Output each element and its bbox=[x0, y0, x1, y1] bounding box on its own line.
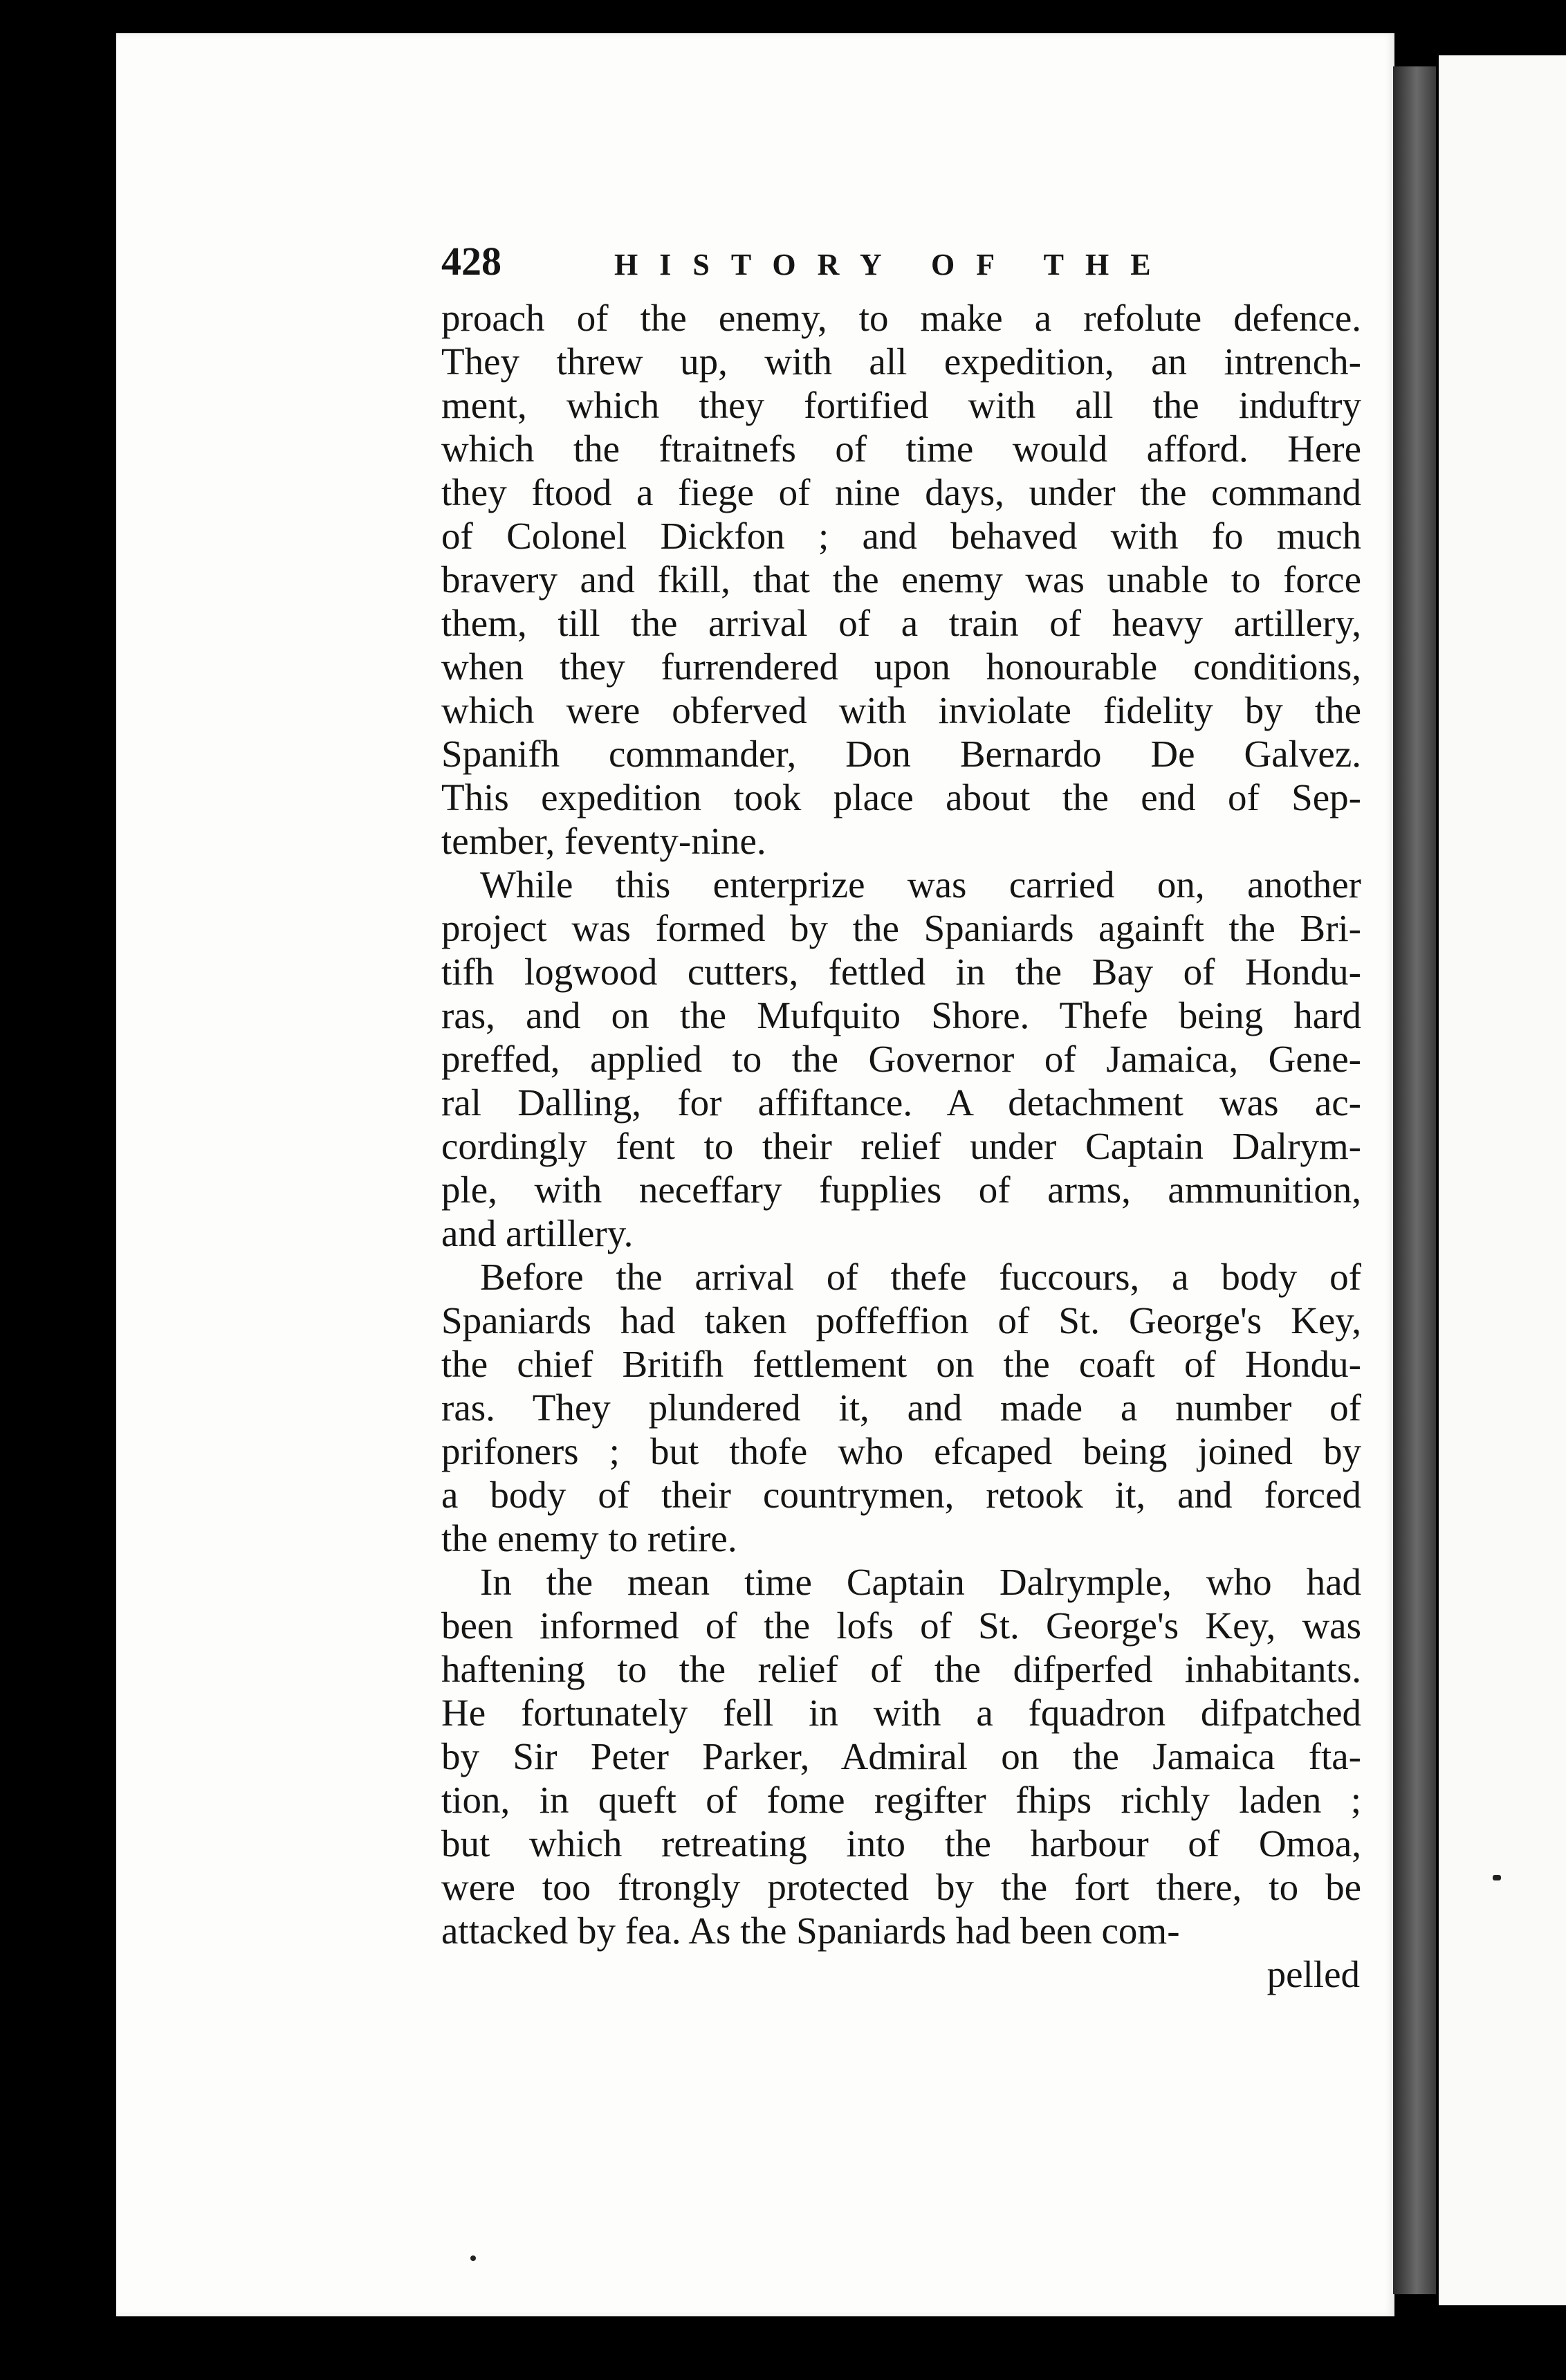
text-line: While this enterprize was carried on, another bbox=[480, 863, 1361, 906]
text-line: tember, feventy-nine. bbox=[441, 820, 766, 862]
text-line: them, till the arrival of a train of heavy artillery, bbox=[441, 602, 1361, 644]
facing-page-edge bbox=[1439, 55, 1566, 2305]
text-line: but which retreating into the harbour of Omoa, bbox=[441, 1822, 1361, 1865]
text-line: tion, in queft of fome regifter fhips richly laden ; bbox=[441, 1779, 1361, 1821]
page-number: 428 bbox=[441, 239, 501, 284]
body-text bbox=[441, 296, 1361, 1952]
text-line: This expedition took place about the end of Sep- bbox=[441, 776, 1361, 818]
text-line: attacked by fea. As the Spaniards had been com- bbox=[441, 1910, 1180, 1952]
text-line: prifoners ; but thofe who efcaped being joined by bbox=[441, 1430, 1361, 1472]
running-title: HISTORY OF THE bbox=[614, 248, 1172, 282]
text-line: and artillery. bbox=[441, 1212, 634, 1254]
paragraph bbox=[441, 296, 1361, 863]
text-line: haftening to the relief of the difperfed inhabitants. bbox=[441, 1648, 1361, 1690]
text-line: Spaniards had taken poffeffion of St. George's Key, bbox=[441, 1299, 1361, 1342]
text-line: of Colonel Dickfon ; and behaved with fo much bbox=[441, 515, 1361, 557]
text-line: were too ftrongly protected by the fort there, to be bbox=[441, 1866, 1361, 1908]
text-line: They threw up, with all expedition, an intrench- bbox=[441, 340, 1361, 383]
text-line: Spanifh commander, Don Bernardo De Galvez. bbox=[441, 733, 1361, 775]
text-line: which the ftraitnefs of time would afford. Here bbox=[441, 428, 1361, 470]
text-line: ple, with neceffary fupplies of arms, ammunition, bbox=[441, 1169, 1361, 1211]
text-line: Before the arrival of thefe fuccours, a body of bbox=[480, 1256, 1361, 1298]
text-line: cordingly fent to their relief under Captain Dalrym- bbox=[441, 1125, 1361, 1167]
text-line: proach of the enemy, to make a refolute defence. bbox=[441, 297, 1361, 339]
text-line: tifh logwood cutters, fettled in the Bay of Hondu- bbox=[441, 951, 1361, 993]
text-line: ras, and on the Mufquito Shore. Thefe being hard bbox=[441, 994, 1361, 1036]
text-line: preffed, applied to the Governor of Jamaica, Gene- bbox=[441, 1038, 1361, 1080]
text-line: He fortunately fell in with a fquadron difpatched bbox=[441, 1692, 1361, 1734]
text-line: ment, which they fortified with all the induftry bbox=[441, 384, 1361, 426]
text-block bbox=[441, 238, 1361, 1996]
text-line: been informed of the lofs of St. George's Key, was bbox=[441, 1604, 1361, 1647]
paragraph bbox=[441, 1560, 1361, 1952]
text-line: ras. They plundered it, and made a number of bbox=[441, 1386, 1361, 1429]
text-line: project was formed by the Spaniards againft the Bri- bbox=[441, 907, 1361, 949]
text-line: by Sir Peter Parker, Admiral on the Jamaica fta- bbox=[441, 1735, 1361, 1777]
text-line: when they furrendered upon honourable conditions, bbox=[441, 646, 1361, 688]
ink-speck bbox=[470, 2255, 476, 2261]
text-line: bravery and fkill, that the enemy was unable to force bbox=[441, 558, 1361, 601]
text-line: the chief Britifh fettlement on the coaft of Hondu- bbox=[441, 1343, 1361, 1385]
page-gutter bbox=[1393, 66, 1436, 2294]
running-head bbox=[441, 238, 1361, 296]
ink-speck bbox=[1493, 1875, 1501, 1880]
text-line: a body of their countrymen, retook it, and forced bbox=[441, 1474, 1361, 1516]
paragraph bbox=[441, 1255, 1361, 1560]
text-line: ral Dalling, for affiftance. A detachment was ac- bbox=[441, 1081, 1361, 1124]
text-line: which were obferved with inviolate fidelity by the bbox=[441, 689, 1361, 731]
text-line: the enemy to retire. bbox=[441, 1517, 737, 1559]
text-line: In the mean time Captain Dalrymple, who had bbox=[480, 1561, 1361, 1603]
catchword: pelled bbox=[1266, 1953, 1360, 1995]
book-page bbox=[116, 33, 1394, 2316]
paragraph bbox=[441, 863, 1361, 1255]
text-line: they ftood a fiege of nine days, under the command bbox=[441, 471, 1361, 513]
